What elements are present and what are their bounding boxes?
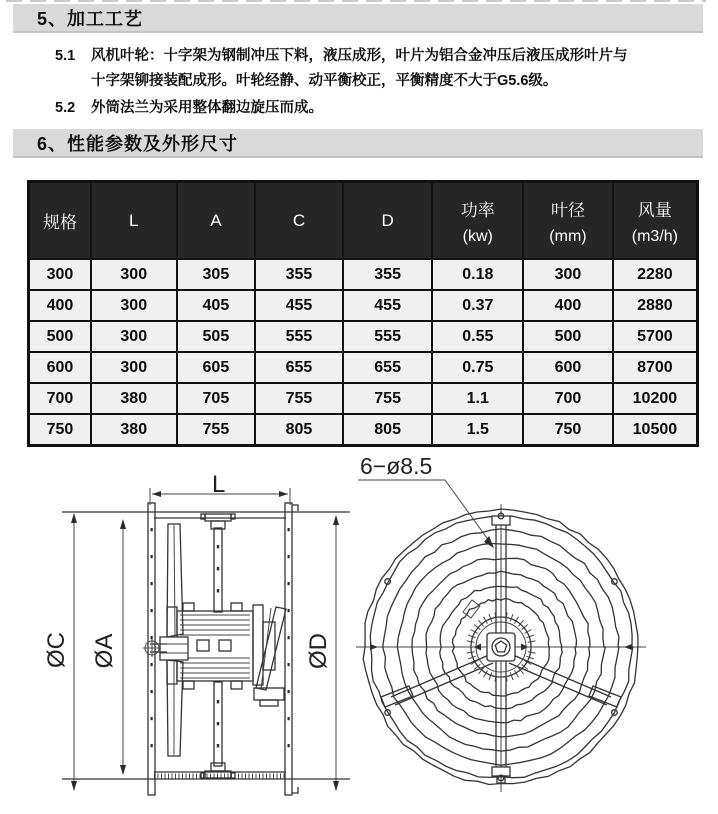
table-cell: 500	[29, 321, 91, 352]
table-cell: 5700	[613, 321, 698, 352]
table-cell: 300	[91, 290, 177, 321]
table-header-cell: A	[177, 182, 256, 260]
table-body	[29, 259, 698, 446]
table-cell: 505	[177, 321, 256, 352]
table-row	[29, 259, 698, 290]
table-cell: 2880	[613, 290, 698, 321]
support-strut	[256, 607, 286, 690]
clause-text: 风机叶轮：十字架为钢制冲压下料，液压成形，叶片为铝合金冲压后液压成形叶片与十字架铆接装配成形。叶轮经静、动平衡校正，平衡精度不大于G5.6级。	[91, 48, 628, 89]
table-cell: 805	[343, 414, 433, 446]
table-cell: 400	[523, 290, 613, 321]
table-cell: 400	[29, 290, 91, 321]
impeller-blade	[143, 524, 188, 756]
table-cell: 0.75	[432, 352, 523, 383]
table-cell: 0.55	[432, 321, 523, 352]
table-cell: 655	[255, 352, 343, 383]
table-header-cell: 风量 (m3/h)	[613, 182, 698, 260]
table-header-cell: C	[255, 182, 343, 260]
table-cell: 700	[29, 383, 91, 414]
table-cell: 655	[343, 352, 433, 383]
dim-label-phi-D: ØD	[305, 633, 332, 669]
right-flange	[285, 503, 292, 795]
strut-bracket	[254, 688, 284, 700]
table-row	[29, 290, 698, 321]
table-row	[29, 352, 698, 383]
table-cell: 300	[29, 259, 91, 290]
section-5-title: 5、加工工艺	[37, 8, 144, 29]
table-cell: 300	[523, 259, 613, 290]
table-row	[29, 321, 698, 352]
dim-arrow	[279, 491, 288, 497]
table-header-cell: D	[343, 182, 433, 260]
dim-label-phi-A: ØA	[91, 633, 118, 669]
flange-lip	[292, 787, 298, 793]
table-cell: 705	[177, 383, 256, 414]
clause-5-1	[55, 44, 640, 94]
table-cell: 750	[523, 414, 613, 446]
section-6-header	[13, 129, 703, 158]
clause-5-2	[55, 96, 640, 121]
table-cell: 380	[91, 414, 177, 446]
table-header-row	[29, 182, 698, 260]
table-cell: 355	[255, 259, 343, 290]
table-cell: 405	[177, 290, 256, 321]
table-cell: 755	[177, 414, 256, 446]
table-cell: 500	[523, 321, 613, 352]
table-cell: 380	[91, 383, 177, 414]
table-cell: 755	[343, 383, 433, 414]
section-5-header	[13, 4, 703, 33]
table-cell: 0.37	[432, 290, 523, 321]
dim-label-phi-C: ØC	[43, 632, 70, 668]
table-cell: 2280	[613, 259, 698, 290]
table-header-cell: 规格	[29, 182, 91, 260]
hole-callout-label: 6−ø8.5	[360, 453, 433, 479]
table-cell: 0.18	[432, 259, 523, 290]
side-view-drawing	[43, 471, 350, 795]
performance-table	[27, 180, 699, 447]
table-cell: 455	[255, 290, 343, 321]
clause-number: 5.1	[55, 48, 76, 64]
clause-text: 外筒法兰为采用整体翻边旋压而成。	[91, 100, 323, 116]
table-cell: 8700	[613, 352, 698, 383]
table-cell: 1.1	[432, 383, 523, 414]
table-header-cell: 功率 (kw)	[432, 182, 523, 260]
front-view-drawing	[356, 453, 646, 792]
table-cell: 1.5	[432, 414, 523, 446]
hub	[487, 633, 515, 661]
table-cell: 300	[91, 259, 177, 290]
technical-drawings	[0, 430, 718, 814]
table-cell: 10200	[613, 383, 698, 414]
table-cell: 555	[343, 321, 433, 352]
table-cell: 605	[177, 352, 256, 383]
table-header-cell: L	[91, 182, 177, 260]
table-cell: 700	[523, 383, 613, 414]
table-cell: 355	[343, 259, 433, 290]
table-cell: 805	[255, 414, 343, 446]
table-cell: 300	[91, 352, 177, 383]
table-cell: 600	[29, 352, 91, 383]
table-cell: 300	[91, 321, 177, 352]
table-cell: 555	[255, 321, 343, 352]
table-cell: 305	[177, 259, 256, 290]
table-row	[29, 383, 698, 414]
table-cell: 750	[29, 414, 91, 446]
table-head	[29, 182, 698, 260]
table-cell: 10500	[613, 414, 698, 446]
table-cell: 600	[523, 352, 613, 383]
table-cell: 755	[255, 383, 343, 414]
flange-lip	[292, 505, 298, 511]
dim-label-L: L	[212, 471, 226, 498]
page-top-edge	[6, 0, 706, 2]
table-header-cell: 叶径 (mm)	[523, 182, 613, 260]
table-cell: 455	[343, 290, 433, 321]
dim-arrow	[152, 491, 161, 497]
clause-number: 5.2	[55, 100, 76, 116]
section-6-title: 6、性能参数及外形尺寸	[37, 133, 239, 154]
